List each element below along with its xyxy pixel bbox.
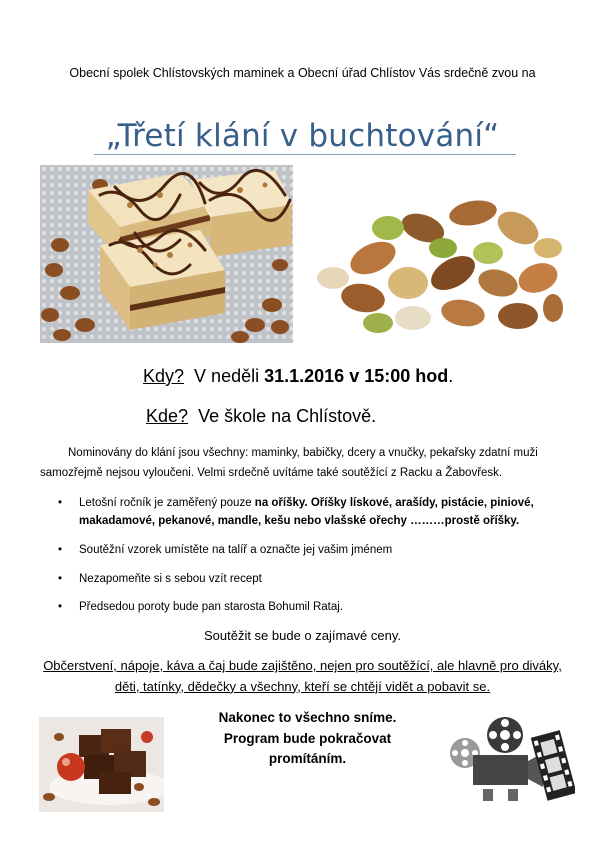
brownies-photo	[39, 717, 164, 812]
title-underline	[94, 154, 516, 155]
event-when	[143, 366, 453, 387]
bullet-jury-text: Předsedou poroty bude pan starosta Bohumil Rataj.	[79, 601, 344, 613]
mixed-nuts-photo	[303, 168, 565, 336]
prizes-text: Soutěžit se bude o zajímavé ceny.	[203, 628, 402, 643]
nut-cake-photo	[40, 165, 293, 343]
when-datetime: 31.1.2016 v 15:00 hod	[264, 366, 449, 386]
film-projector-icon	[443, 713, 575, 803]
bullet-nuts-bold: na oříšky. Oříšky lískové, arašídy, pistácie, piniové, makadamové, pekanové, mandle, kešu nebo vlašské ořechy ………prostě oříšky.	[79, 497, 534, 527]
when-suffix: .	[448, 366, 454, 386]
event-title: „Třetí klání v buchtování“	[105, 118, 500, 154]
where-label: Kde?	[146, 406, 189, 426]
where-text: Ve škole na Chlístově.	[198, 406, 377, 426]
bullet-nuts-prefix: Letošní ročník je zaměřený pouze	[79, 497, 255, 509]
bullet-recipe-text: Nezapomeňte si s sebou vzít recept	[79, 573, 262, 585]
bullet-item-nuts	[58, 494, 573, 530]
bullet-sample-text: Soutěžní vzorek umístěte na talíř a označte jej vašim jménem	[79, 544, 393, 556]
event-where	[146, 406, 376, 427]
bullet-dot: •	[58, 601, 63, 613]
bullet-dot: •	[58, 544, 63, 556]
when-label: Kdy?	[143, 366, 185, 386]
refreshments-text: Občerstvení, nápoje, káva a čaj bude zajištěno, nejen pro soutěžící, ale hlavně pro diváky, děti, tatínky, dědečky a všechny, kteří se chtějí vidět a pobavit se.	[43, 658, 562, 694]
bullet-dot: •	[58, 497, 63, 509]
finale-text: Nakonec to všechno sníme. Program bude pokračovat promítáním.	[218, 710, 397, 766]
when-prefix: V neděli	[194, 366, 265, 386]
bullet-dot: •	[58, 573, 63, 585]
nominated-paragraph: Nominovány do klání jsou všechny: maminky, babičky, dcery a vnučky, pekařsky zdatní muži samozřejmě nejsou vyloučeni. Velmi srdečně uvítáme také soutěžící z Racku a Žabovřesk.	[40, 447, 538, 479]
invitation-intro: Obecní spolek Chlístovských maminek a Obecní úřad Chlístov Vás srdečně zvou na	[69, 66, 536, 80]
